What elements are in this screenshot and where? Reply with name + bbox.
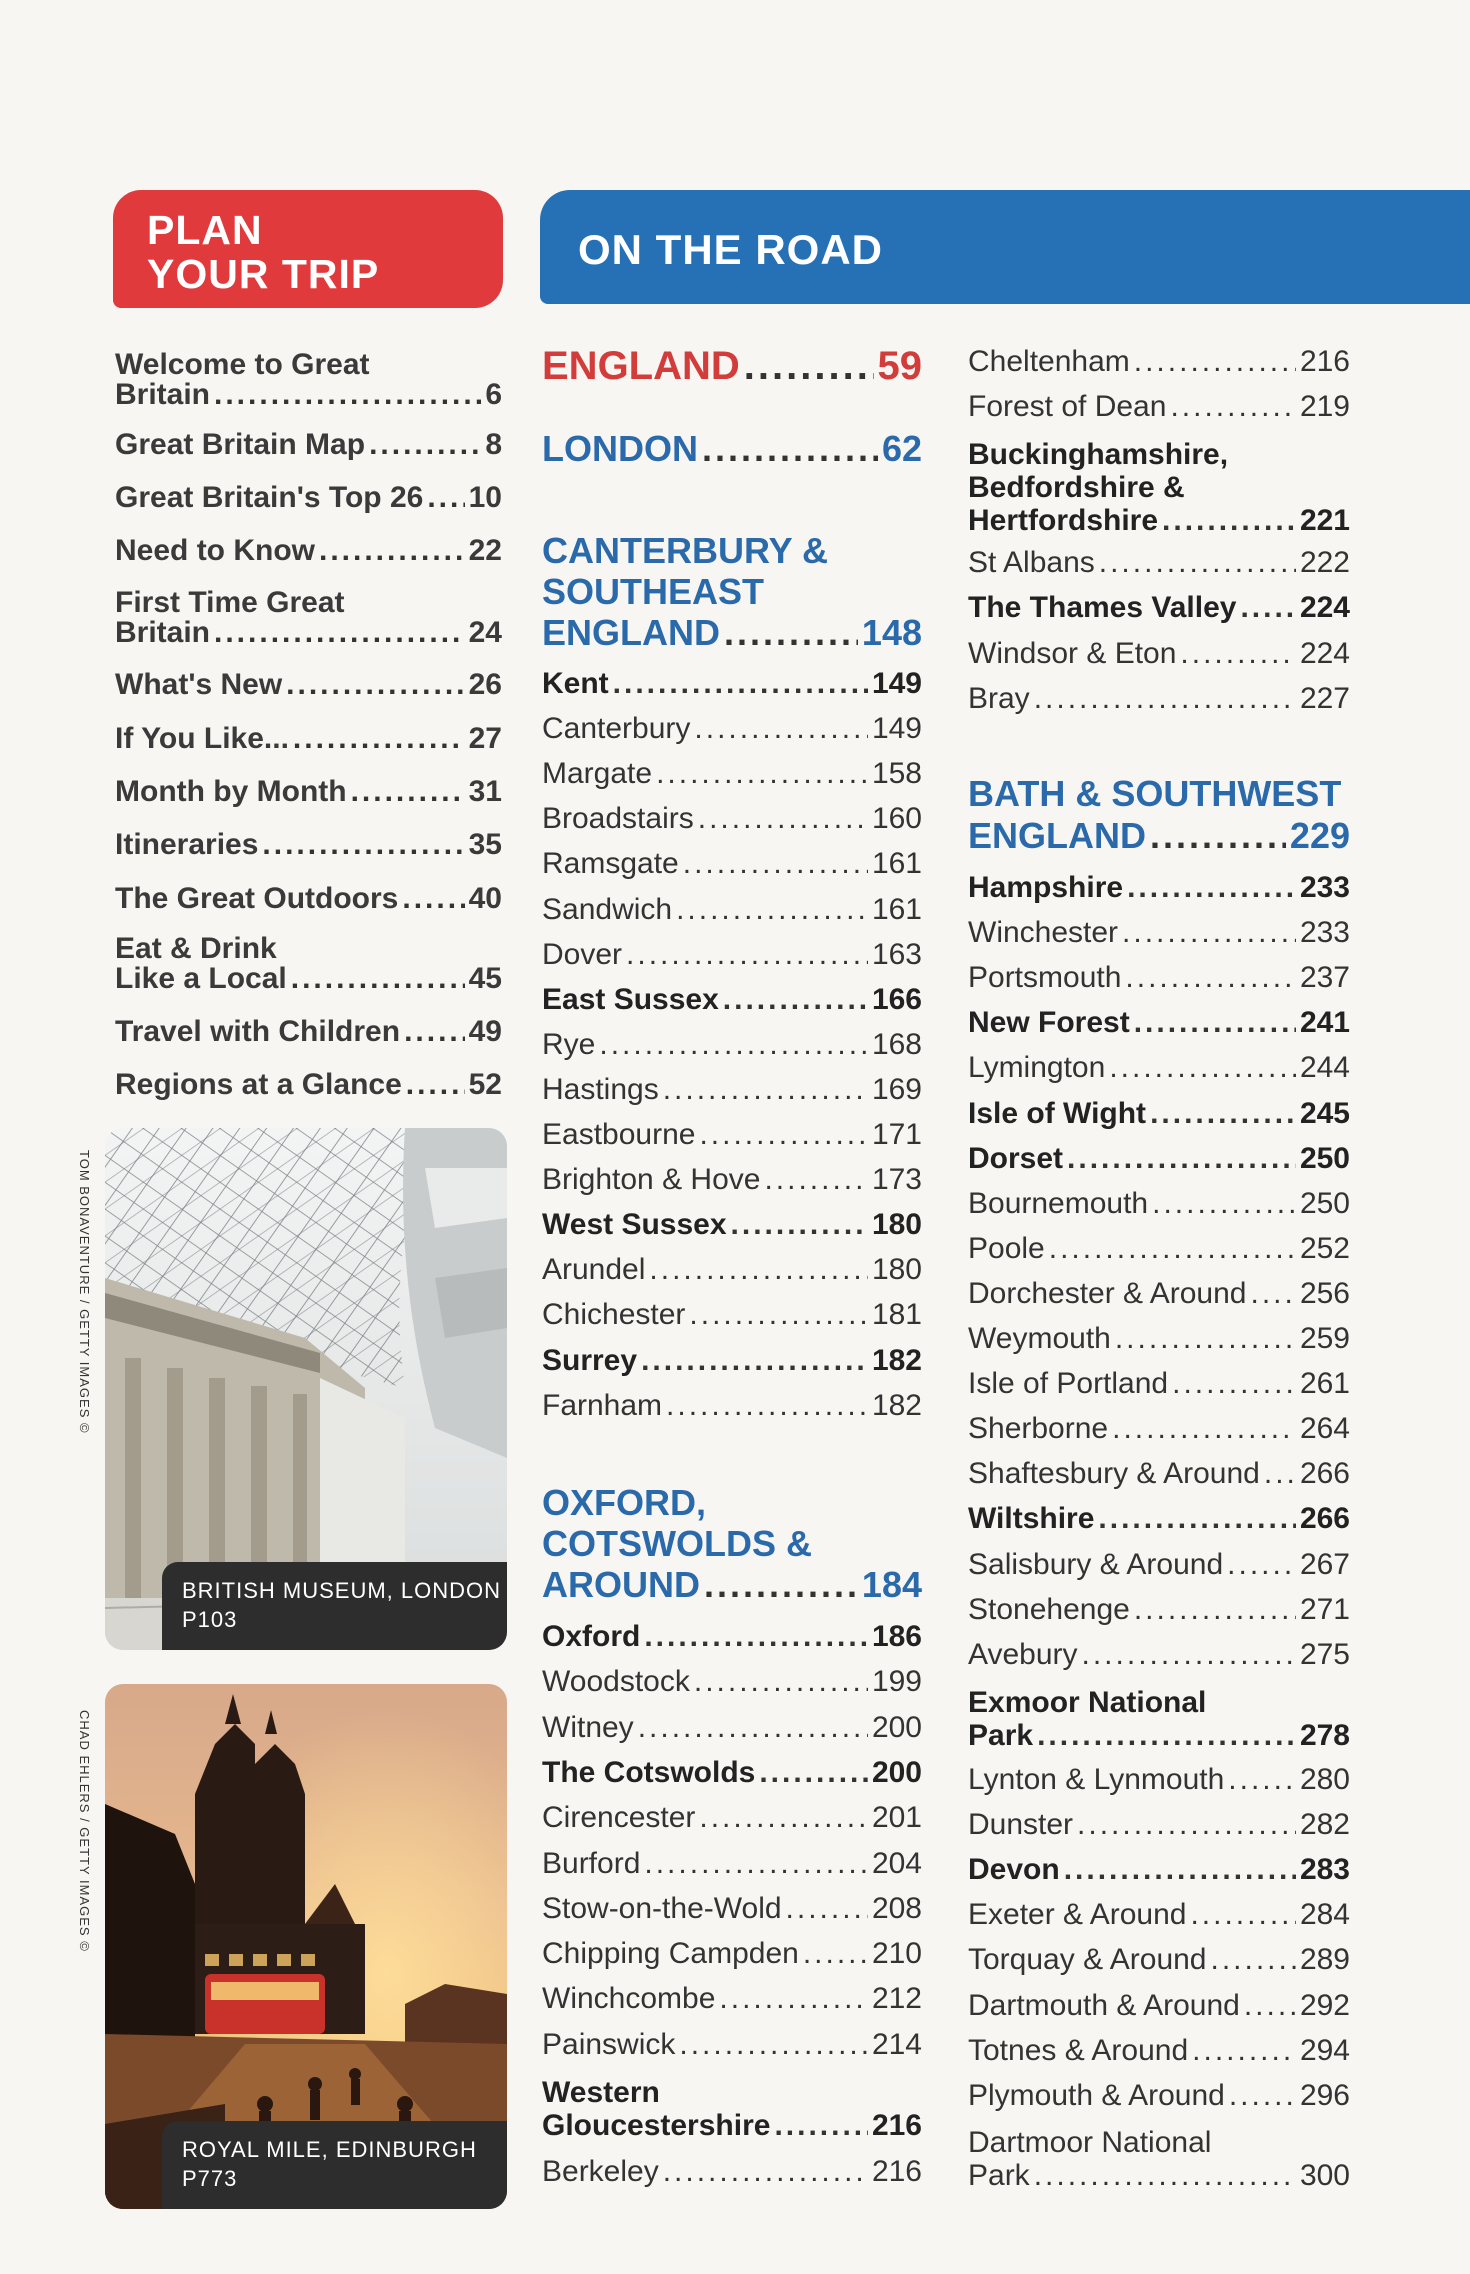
toc-entry-title: Month by Month xyxy=(115,775,347,808)
toc-page-number: 212 xyxy=(871,1982,922,2016)
toc-entry-title: Chichester xyxy=(542,1298,686,1332)
toc-entry-arundel[interactable] xyxy=(542,1253,922,1287)
toc-entry-title: Dartmouth & Around xyxy=(968,1988,1240,2022)
toc-page-number: 224 xyxy=(1299,591,1350,625)
toc-entry-title: Oxford xyxy=(542,1620,641,1653)
toc-entry-canterbury[interactable] xyxy=(542,712,922,746)
toc-entry-isle-of-wight[interactable] xyxy=(968,1097,1350,1131)
toc-entry-winchcombe[interactable] xyxy=(542,1982,922,2016)
toc-page-number: 216 xyxy=(871,2109,922,2142)
toc-entry-portsmouth[interactable] xyxy=(968,961,1350,995)
toc-entry-title: Chipping Campden xyxy=(542,1937,799,1971)
toc-page-number: 204 xyxy=(871,1846,922,1880)
toc-entry-eat-drink[interactable] xyxy=(115,934,502,994)
toc-page-number: 261 xyxy=(1299,1367,1350,1401)
toc-entry-title: Buckinghamshire, xyxy=(968,438,1229,471)
toc-entry-title: Forest of Dean xyxy=(968,390,1167,423)
caption-title: BRITISH MUSEUM, LONDON xyxy=(182,1578,502,1603)
toc-entry-the-thames-valley[interactable] xyxy=(968,591,1350,625)
toc-page-number: 250 xyxy=(1299,1141,1350,1175)
toc-entry-burford[interactable] xyxy=(542,1847,922,1881)
toc-entry-title: Bournemouth xyxy=(968,1186,1149,1220)
toc-entry-title: Burford xyxy=(542,1846,641,1880)
plan-your-trip-header xyxy=(113,190,503,308)
toc-page-number: 10 xyxy=(468,481,502,514)
toc-entry-top26[interactable] xyxy=(115,481,502,515)
toc-entry-title: LONDON xyxy=(542,428,698,469)
toc-entry-poole[interactable] xyxy=(968,1232,1350,1266)
toc-entry-title: Regions at a Glance xyxy=(115,1068,402,1101)
toc-region-england[interactable] xyxy=(542,344,922,389)
toc-entry-title: The Cotswolds xyxy=(542,1755,756,1789)
royal-mile-photo xyxy=(105,1684,507,2209)
toc-entry-title: ENGLAND xyxy=(542,344,740,388)
toc-region-london[interactable] xyxy=(542,428,922,470)
british-museum-photo xyxy=(105,1128,507,1650)
toc-page-number: 241 xyxy=(1299,1006,1350,1040)
toc-entry-chipping-campden[interactable] xyxy=(542,1937,922,1971)
toc-page-number: 227 xyxy=(1299,681,1350,715)
toc-entry-lynton-lynmouth[interactable] xyxy=(968,1763,1350,1797)
toc-entry-title: Eat & Drink xyxy=(115,932,277,965)
toc-page-number: 186 xyxy=(871,1620,922,1653)
toc-entry-title: Totnes & Around xyxy=(968,2033,1189,2067)
toc-entry-forest-of-dean[interactable] xyxy=(968,390,1350,424)
toc-page-number: 8 xyxy=(485,428,502,461)
royal-mile-caption xyxy=(162,2121,507,2209)
toc-entry-title: Exmoor National xyxy=(968,1686,1207,1719)
toc-entry-title: AROUND xyxy=(542,1564,700,1605)
toc-entry-title: Great Britain Map xyxy=(115,428,366,461)
toc-page-number: 266 xyxy=(1299,1457,1350,1491)
toc-page-number: 283 xyxy=(1299,1853,1350,1887)
toc-entry-sandwich[interactable] xyxy=(542,893,922,927)
toc-page-number: 278 xyxy=(1299,1719,1350,1752)
toc-entry-witney[interactable] xyxy=(542,1711,922,1745)
toc-page-number: 180 xyxy=(871,1253,922,1287)
toc-entry-title: Salisbury & Around xyxy=(968,1547,1224,1581)
toc-entry-title: Like a Local xyxy=(115,964,287,994)
toc-entry-cheltenham[interactable] xyxy=(968,345,1350,379)
toc-entry-title: Eastbourne xyxy=(542,1118,696,1151)
toc-page-number: 169 xyxy=(871,1072,922,1106)
toc-entry-title: Lymington xyxy=(968,1051,1106,1085)
toc-entry-title: Isle of Portland xyxy=(968,1367,1169,1401)
toc-entry-exmoor[interactable] xyxy=(968,1686,1350,1752)
toc-page-number: 250 xyxy=(1299,1186,1350,1220)
toc-entry-title: Britain xyxy=(115,618,211,648)
toc-entry-title: East Sussex xyxy=(542,982,719,1016)
toc-page-number: 275 xyxy=(1299,1637,1350,1671)
toc-entry-title: Plymouth & Around xyxy=(968,2078,1225,2112)
toc-entry-need-to-know[interactable] xyxy=(115,534,502,568)
toc-entry-totnes-around[interactable] xyxy=(968,2034,1350,2068)
toc-entry-title: West Sussex xyxy=(542,1208,727,1242)
toc-entry-title: Devon xyxy=(968,1853,1060,1887)
toc-entry-dorchester-around[interactable] xyxy=(968,1277,1350,1311)
toc-page-number: 40 xyxy=(468,882,502,915)
toc-entry-title: Itineraries xyxy=(115,828,259,861)
toc-entry-title: Dunster xyxy=(968,1808,1074,1842)
toc-entry-title: Brighton & Hove xyxy=(542,1163,761,1197)
toc-page-number: 200 xyxy=(871,1755,922,1789)
toc-entry-west-sussex[interactable] xyxy=(542,1208,922,1242)
toc-page-number: 252 xyxy=(1299,1231,1350,1265)
toc-entry-dover[interactable] xyxy=(542,938,922,972)
toc-entry-hampshire[interactable] xyxy=(968,871,1350,905)
toc-entry-title: Portsmouth xyxy=(968,961,1122,995)
toc-page-number: 219 xyxy=(1299,390,1350,423)
toc-entry-hastings[interactable] xyxy=(542,1073,922,1107)
toc-entry-broadstairs[interactable] xyxy=(542,802,922,836)
toc-page-number: 181 xyxy=(871,1298,922,1332)
toc-entry-wiltshire[interactable] xyxy=(968,1502,1350,1536)
british-museum-caption xyxy=(162,1562,507,1650)
toc-page-number: 201 xyxy=(871,1801,922,1835)
toc-page-number: 52 xyxy=(468,1068,502,1101)
toc-entry-first-time[interactable] xyxy=(115,588,502,648)
toc-page-number: 294 xyxy=(1299,2033,1350,2067)
toc-page-number: 289 xyxy=(1299,1943,1350,1977)
toc-page-number: 214 xyxy=(871,2027,922,2061)
toc-page-number: 296 xyxy=(1299,2078,1350,2112)
toc-entry-berkeley[interactable] xyxy=(542,2155,922,2189)
plan-header-line2: YOUR TRIP xyxy=(147,251,380,297)
toc-entry-title: Margate xyxy=(542,757,653,791)
toc-entry-ramsgate[interactable] xyxy=(542,847,922,881)
toc-entry-title: Canterbury xyxy=(542,712,691,746)
toc-page-number: 221 xyxy=(1299,504,1350,537)
toc-entry-title: BATH & SOUTHWEST xyxy=(968,773,1342,814)
toc-entry-brighton-hove[interactable] xyxy=(542,1163,922,1197)
toc-entry-surrey[interactable] xyxy=(542,1344,922,1378)
toc-page-number: 35 xyxy=(468,828,502,861)
toc-page-number: 149 xyxy=(871,712,922,746)
toc-entry-east-sussex[interactable] xyxy=(542,983,922,1017)
toc-entry-title: Great Britain's Top 26 xyxy=(115,481,424,514)
toc-page-number: 171 xyxy=(871,1118,922,1151)
toc-page-number: 59 xyxy=(877,344,922,388)
toc-entry-title: Park xyxy=(968,1719,1034,1752)
toc-page-number: 166 xyxy=(871,982,922,1016)
toc-entry-title: ENGLAND xyxy=(542,612,720,653)
toc-entry-oxford[interactable] xyxy=(542,1620,922,1654)
toc-entry-title: Dorset xyxy=(968,1141,1064,1175)
toc-page-number: 200 xyxy=(871,1710,922,1744)
toc-entry-itineraries[interactable] xyxy=(115,828,502,862)
toc-entry-title: Hastings xyxy=(542,1072,659,1106)
toc-entry-exeter-around[interactable] xyxy=(968,1898,1350,1932)
toc-entry-the-cotswolds[interactable] xyxy=(542,1756,922,1790)
toc-page-number: 224 xyxy=(1299,636,1350,670)
toc-entry-title: Need to Know xyxy=(115,534,315,567)
toc-page-number: 148 xyxy=(861,612,922,653)
toc-page-number: 229 xyxy=(1289,815,1350,856)
toc-entry-title: Shaftesbury & Around xyxy=(968,1457,1260,1491)
toc-entry-dunster[interactable] xyxy=(968,1808,1350,1842)
toc-entry-title: Ramsgate xyxy=(542,847,679,881)
photo-credit: TOM BONAVENTURE / GETTY IMAGES © xyxy=(77,1150,92,1434)
toc-entry-title: Western xyxy=(542,2076,660,2109)
toc-entry-title: Berkeley xyxy=(542,2155,659,2188)
photo-credit: CHAD EHLERS / GETTY IMAGES © xyxy=(77,1710,92,1952)
toc-entry-title: If You Like... xyxy=(115,722,289,755)
toc-entry-dartmouth-around[interactable] xyxy=(968,1989,1350,2023)
toc-page-number: 49 xyxy=(468,1015,502,1048)
toc-entry-margate[interactable] xyxy=(542,757,922,791)
toc-entry-title: Kent xyxy=(542,667,609,700)
toc-entry-title: Painswick xyxy=(542,2027,676,2061)
toc-page-number: 244 xyxy=(1299,1051,1350,1085)
toc-entry-title: Surrey xyxy=(542,1343,638,1377)
toc-entry-cirencester[interactable] xyxy=(542,1801,922,1835)
toc-entry-title: Britain xyxy=(115,380,211,410)
toc-region-canterbury[interactable] xyxy=(542,530,922,653)
toc-page-number: 45 xyxy=(468,964,502,994)
toc-region-oxford[interactable] xyxy=(542,1482,922,1605)
toc-entry-title: Welcome to Great xyxy=(115,348,370,381)
toc-page-number: 199 xyxy=(871,1665,922,1699)
toc-entry-title: Wiltshire xyxy=(968,1502,1095,1536)
toc-page-number: 180 xyxy=(871,1208,922,1242)
toc-entry-title: Dartmoor National xyxy=(968,2126,1212,2159)
toc-entry-title: Rye xyxy=(542,1027,596,1061)
plan-header-line1: PLAN xyxy=(147,207,263,253)
toc-page-number: 182 xyxy=(871,1388,922,1422)
toc-page-number: 245 xyxy=(1299,1096,1350,1130)
toc-page-number: 22 xyxy=(468,534,502,567)
toc-entry-title: Torquay & Around xyxy=(968,1943,1207,1977)
toc-entry-painswick[interactable] xyxy=(542,2028,922,2062)
toc-page-number: 233 xyxy=(1299,871,1350,904)
toc-entry-new-forest[interactable] xyxy=(968,1006,1350,1040)
toc-page-number: 24 xyxy=(468,618,502,648)
toc-entry-title: Dover xyxy=(542,937,623,971)
toc-page-number: 271 xyxy=(1299,1592,1350,1626)
toc-entry-title: OXFORD, xyxy=(542,1482,707,1523)
toc-entry-title: Isle of Wight xyxy=(968,1096,1147,1130)
toc-page-number: 267 xyxy=(1299,1547,1350,1581)
toc-entry-title: Woodstock xyxy=(542,1665,690,1699)
toc-entry-torquay-around[interactable] xyxy=(968,1943,1350,1977)
toc-entry-title: The Thames Valley xyxy=(968,591,1237,625)
toc-entry-title: Windsor & Eton xyxy=(968,636,1177,670)
toc-page-number: 31 xyxy=(468,775,502,808)
toc-entry-whats-new[interactable] xyxy=(115,668,502,702)
toc-page-number: 26 xyxy=(468,668,502,701)
toc-page-number: 259 xyxy=(1299,1322,1350,1355)
toc-entry-dorset[interactable] xyxy=(968,1142,1350,1176)
toc-entry-western-gloucestershire[interactable] xyxy=(542,2076,922,2142)
toc-page-number: 210 xyxy=(871,1937,922,1971)
toc-entry-title: Bray xyxy=(968,681,1030,715)
toc-page-number: 163 xyxy=(871,937,922,971)
toc-page-number: 222 xyxy=(1299,546,1350,579)
toc-entry-title: Broadstairs xyxy=(542,802,694,836)
toc-entry-buckinghamshire[interactable] xyxy=(968,438,1350,537)
toc-entry-title: St Albans xyxy=(968,546,1095,579)
toc-page-number: 233 xyxy=(1299,916,1350,950)
toc-entry-kent[interactable] xyxy=(542,667,922,701)
toc-entry-title: SOUTHEAST xyxy=(542,571,765,612)
toc-page-number: 161 xyxy=(871,847,922,881)
toc-entry-title: Exeter & Around xyxy=(968,1898,1187,1932)
toc-entry-title: Cheltenham xyxy=(968,345,1130,378)
toc-entry-windsor-eton[interactable] xyxy=(968,637,1350,671)
toc-entry-map[interactable] xyxy=(115,428,502,462)
toc-entry-title: Hertfordshire xyxy=(968,504,1159,537)
toc-entry-children[interactable] xyxy=(115,1015,502,1049)
toc-entry-bray[interactable] xyxy=(968,682,1350,716)
toc-page-number: 216 xyxy=(1299,345,1350,378)
toc-entry-eastbourne[interactable] xyxy=(542,1118,922,1152)
toc-entry-stonehenge[interactable] xyxy=(968,1593,1350,1627)
toc-page-number: 280 xyxy=(1299,1763,1350,1796)
toc-page-number: 300 xyxy=(1299,2159,1350,2192)
caption-page: P773 xyxy=(182,2166,238,2191)
toc-page-number: 62 xyxy=(881,428,922,469)
toc-entry-regions[interactable] xyxy=(115,1068,502,1102)
toc-entry-title: Stonehenge xyxy=(968,1592,1130,1626)
toc-entry-title: Winchcombe xyxy=(542,1982,716,2016)
toc-entry-title: Weymouth xyxy=(968,1322,1111,1355)
toc-entry-title: CANTERBURY & xyxy=(542,530,829,571)
toc-entry-title: Witney xyxy=(542,1710,634,1744)
toc-entry-if-you-like[interactable] xyxy=(115,722,502,756)
toc-region-bath[interactable] xyxy=(968,773,1350,857)
toc-entry-lymington[interactable] xyxy=(968,1051,1350,1085)
toc-entry-title: Poole xyxy=(968,1231,1045,1265)
toc-entry-title: ENGLAND xyxy=(968,815,1146,856)
toc-entry-title: Sherborne xyxy=(968,1412,1109,1446)
toc-entry-weymouth[interactable] xyxy=(968,1322,1350,1356)
toc-entry-winchester[interactable] xyxy=(968,916,1350,950)
toc-page-number: 266 xyxy=(1299,1502,1350,1536)
toc-entry-title: COTSWOLDS & xyxy=(542,1523,812,1564)
caption-title: ROYAL MILE, EDINBURGH xyxy=(182,2137,477,2162)
on-the-road-header: ON THE ROAD xyxy=(540,190,1470,304)
caption-page: P103 xyxy=(182,1607,238,1632)
toc-page-number: 208 xyxy=(871,1891,922,1925)
toc-entry-woodstock[interactable] xyxy=(542,1665,922,1699)
toc-entry-title: Arundel xyxy=(542,1253,646,1287)
toc-page-number: 160 xyxy=(871,802,922,836)
toc-page-number: 149 xyxy=(871,667,922,700)
toc-page-number: 173 xyxy=(871,1163,922,1197)
toc-entry-shaftesbury-around[interactable] xyxy=(968,1457,1350,1491)
toc-page-number: 158 xyxy=(871,757,922,791)
toc-entry-plymouth-around[interactable] xyxy=(968,2079,1350,2113)
toc-entry-chichester[interactable] xyxy=(542,1298,922,1332)
toc-page-number: 184 xyxy=(861,1564,922,1605)
toc-entry-title: First Time Great xyxy=(115,586,345,619)
toc-entry-devon[interactable] xyxy=(968,1853,1350,1887)
toc-entry-title: Dorchester & Around xyxy=(968,1276,1247,1310)
toc-entry-outdoors[interactable] xyxy=(115,882,502,916)
toc-page-number: 284 xyxy=(1299,1898,1350,1932)
toc-entry-title: What's New xyxy=(115,668,283,701)
toc-entry-rye[interactable] xyxy=(542,1028,922,1062)
toc-page-number: 256 xyxy=(1299,1276,1350,1310)
toc-entry-dartmoor[interactable] xyxy=(968,2126,1350,2192)
toc-entry-isle-of-portland[interactable] xyxy=(968,1367,1350,1401)
toc-entry-title: New Forest xyxy=(968,1006,1130,1040)
toc-entry-title: Lynton & Lynmouth xyxy=(968,1763,1225,1796)
toc-entry-title: Gloucestershire xyxy=(542,2109,771,2142)
toc-entry-title: Avebury xyxy=(968,1637,1078,1671)
toc-entry-title: The Great Outdoors xyxy=(115,882,399,915)
toc-entry-title: Sandwich xyxy=(542,892,673,926)
toc-entry-welcome[interactable] xyxy=(115,350,502,410)
toc-entry-stow-on-the-wold[interactable] xyxy=(542,1892,922,1926)
toc-page-number: 282 xyxy=(1299,1808,1350,1842)
toc-page-number: 292 xyxy=(1299,1988,1350,2022)
toc-entry-farnham[interactable] xyxy=(542,1389,922,1423)
toc-entry-salisbury-around[interactable] xyxy=(968,1548,1350,1582)
toc-page-number: 264 xyxy=(1299,1412,1350,1446)
toc-page-number: 182 xyxy=(871,1343,922,1377)
toc-page-number: 27 xyxy=(468,722,502,755)
toc-entry-avebury[interactable] xyxy=(968,1638,1350,1672)
toc-entry-bournemouth[interactable] xyxy=(968,1187,1350,1221)
toc-page-number: 161 xyxy=(871,892,922,926)
toc-page-number: 237 xyxy=(1299,961,1350,995)
toc-entry-title: Winchester xyxy=(968,916,1119,950)
toc-entry-month-by-month[interactable] xyxy=(115,775,502,809)
toc-entry-title: Park xyxy=(968,2159,1030,2192)
toc-page-number: 6 xyxy=(485,380,502,410)
toc-entry-title: Hampshire xyxy=(968,871,1124,904)
toc-page-number: 168 xyxy=(871,1027,922,1061)
toc-entry-st-albans[interactable] xyxy=(968,546,1350,580)
toc-entry-title: Stow-on-the-Wold xyxy=(542,1891,782,1925)
toc-entry-title: Travel with Children xyxy=(115,1015,401,1048)
toc-entry-title: Cirencester xyxy=(542,1801,696,1835)
toc-entry-title: Farnham xyxy=(542,1388,663,1422)
toc-entry-sherborne[interactable] xyxy=(968,1412,1350,1446)
toc-entry-title: Bedfordshire & xyxy=(968,471,1185,504)
toc-page-number: 216 xyxy=(871,2155,922,2188)
